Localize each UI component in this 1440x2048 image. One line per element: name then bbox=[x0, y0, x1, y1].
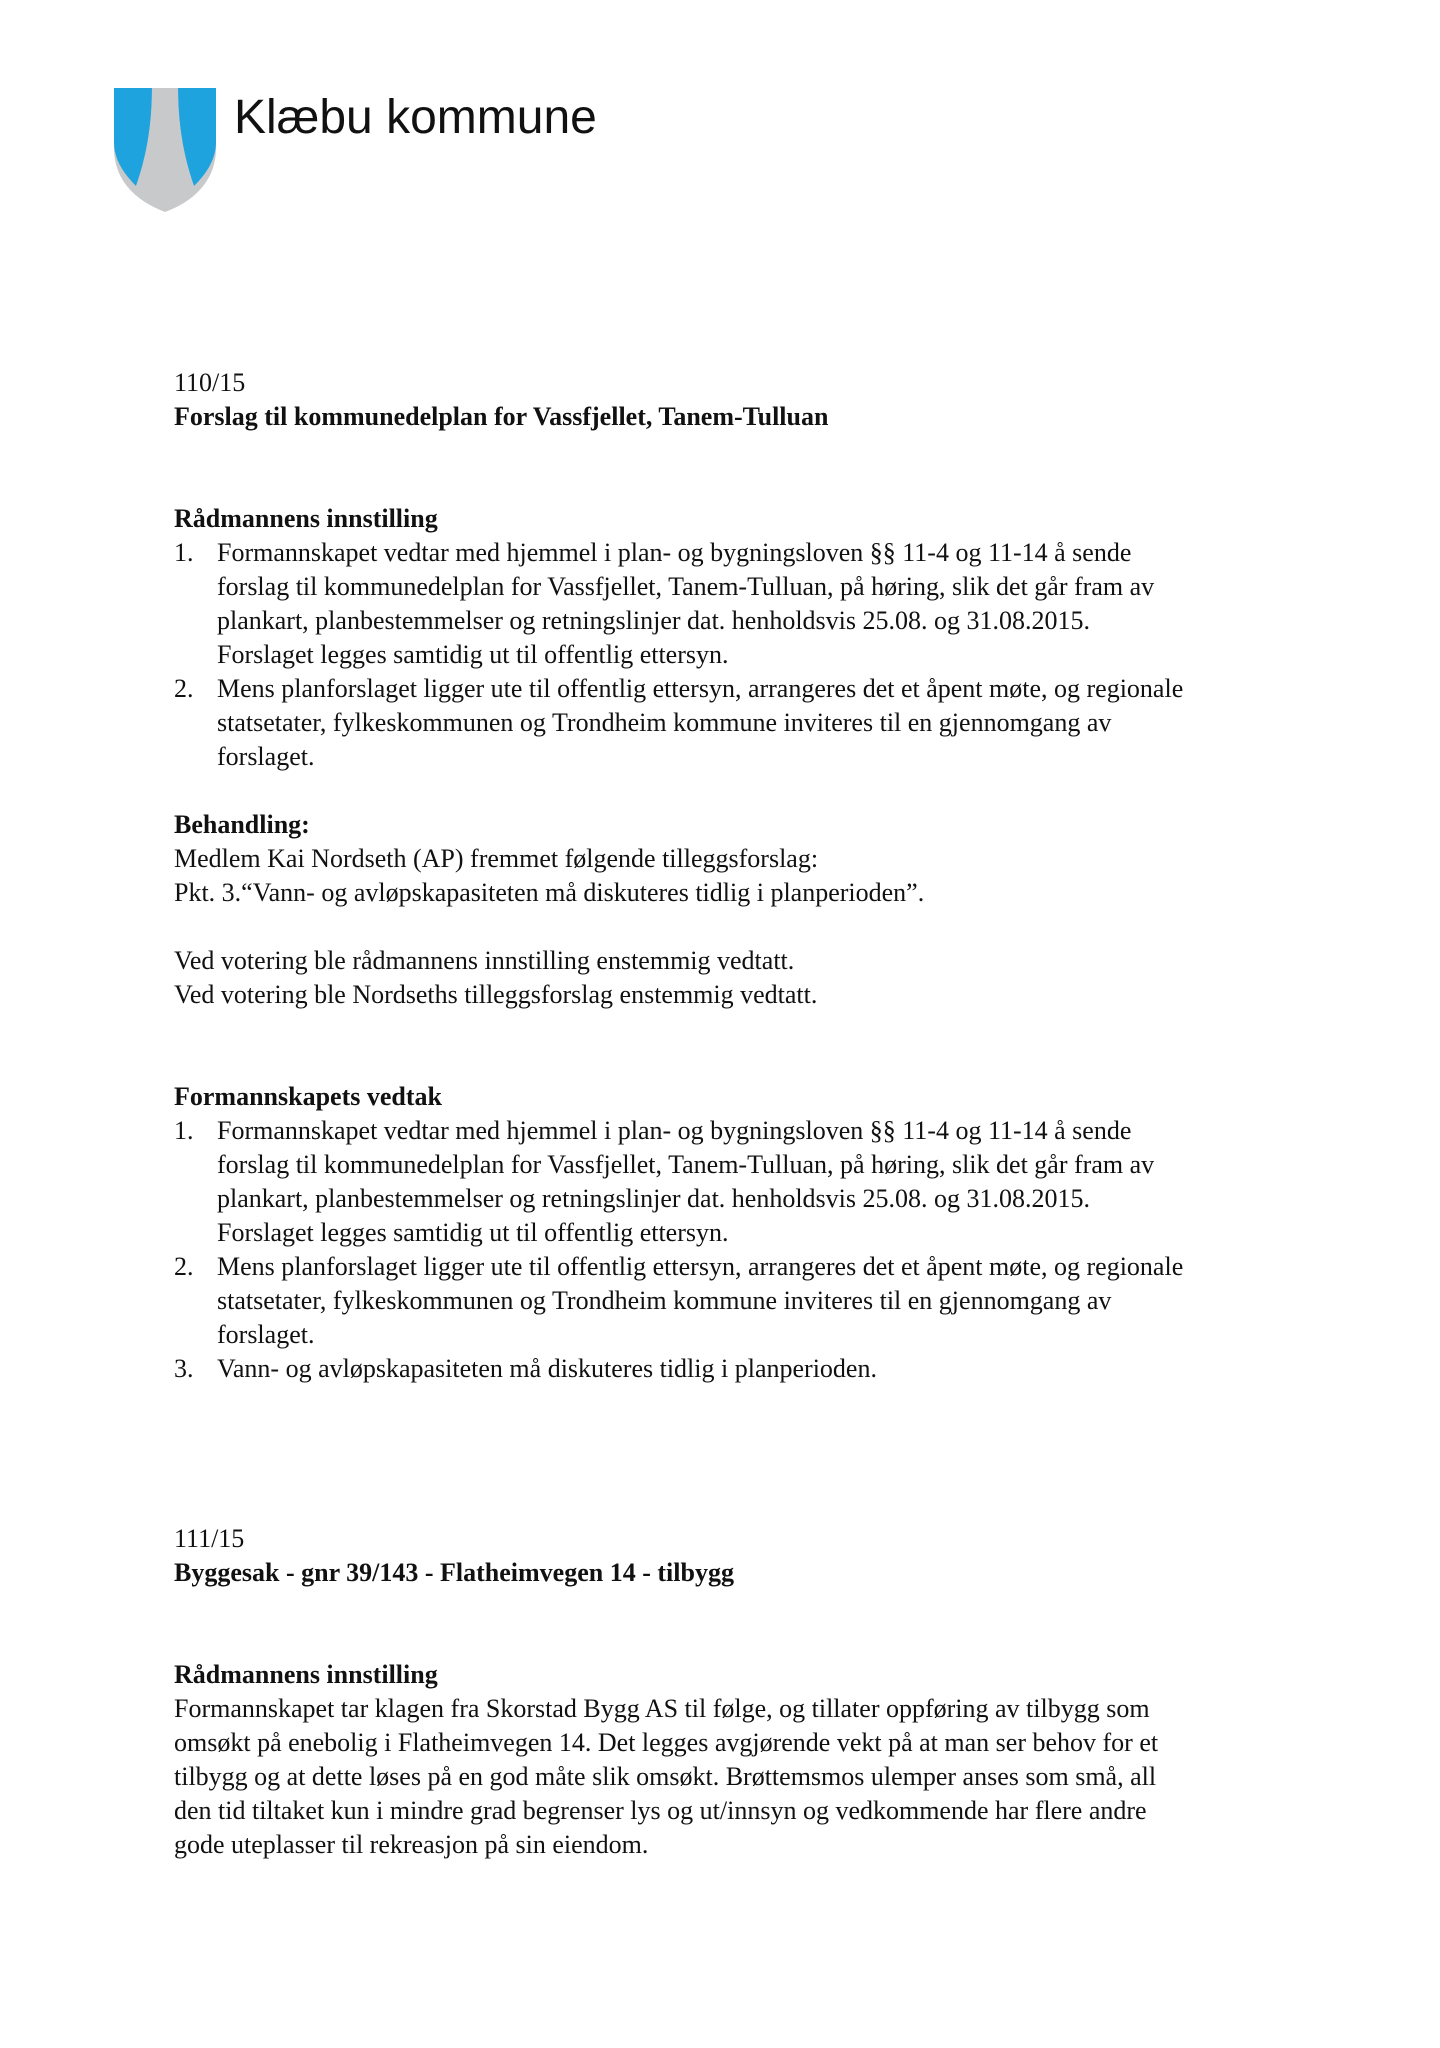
recommendation-line: gode uteplasser til rekreasjon på sin eiendom. bbox=[174, 1830, 649, 1859]
case-title: Forslag til kommunedelplan for Vassfjellet, Tanem-Tulluan bbox=[174, 402, 829, 431]
document-body bbox=[174, 366, 1294, 1862]
list-item bbox=[174, 1250, 1294, 1352]
list-item-line: statsetater, fylkeskommunen og Trondheim kommune inviteres til en gjennomgang av bbox=[217, 1286, 1112, 1315]
case-title: Byggesak - gnr 39/143 - Flatheimvegen 14 - tilbygg bbox=[174, 1558, 734, 1587]
list-item-number: 2. bbox=[174, 1252, 194, 1281]
section-heading-decision: Formannskapets vedtak bbox=[174, 1082, 442, 1111]
case-number: 111/15 bbox=[174, 1524, 245, 1553]
municipality-name: Klæbu kommune bbox=[234, 91, 597, 144]
list-item-line: plankart, planbestemmelser og retningslinjer dat. henholdsvis 25.08. og 31.08.2015. bbox=[217, 606, 1091, 635]
list-item-line: statsetater, fylkeskommunen og Trondheim kommune inviteres til en gjennomgang av bbox=[217, 708, 1112, 737]
list-item-line: forslag til kommunedelplan for Vassfjellet, Tanem-Tulluan, på høring, slik det går fram av bbox=[217, 572, 1155, 601]
decision-list bbox=[174, 1114, 1294, 1386]
municipal-crest-icon bbox=[112, 86, 218, 214]
vote-line: Ved votering ble rådmannens innstilling enstemmig vedtatt. bbox=[174, 946, 795, 975]
section-heading-treatment: Behandling: bbox=[174, 810, 310, 839]
list-item-number: 1. bbox=[174, 538, 194, 567]
list-item-line: Forslaget legges samtidig ut til offentlig ettersyn. bbox=[217, 640, 729, 669]
list-item-line: Formannskapet vedtar med hjemmel i plan- og bygningsloven §§ 11-4 og 11-14 å sende bbox=[217, 1116, 1132, 1145]
list-item-line: forslaget. bbox=[217, 1320, 315, 1349]
list-item-line: forslaget. bbox=[217, 742, 315, 771]
list-item-line: plankart, planbestemmelser og retningslinjer dat. henholdsvis 25.08. og 31.08.2015. bbox=[217, 1184, 1091, 1213]
recommendation-list bbox=[174, 536, 1294, 774]
treatment-line: Medlem Kai Nordseth (AP) fremmet følgende tilleggsforslag: bbox=[174, 844, 819, 873]
list-item bbox=[174, 536, 1294, 672]
list-item-number: 1. bbox=[174, 1116, 194, 1145]
list-item-line: Forslaget legges samtidig ut til offentlig ettersyn. bbox=[217, 1218, 729, 1247]
list-item bbox=[174, 1352, 1294, 1386]
list-item bbox=[174, 1114, 1294, 1250]
list-item-line: Formannskapet vedtar med hjemmel i plan- og bygningsloven §§ 11-4 og 11-14 å sende bbox=[217, 538, 1132, 567]
recommendation-line: den tid tiltaket kun i mindre grad begrenser lys og ut/innsyn og vedkommende har flere andre bbox=[174, 1796, 1147, 1825]
list-item-number: 2. bbox=[174, 674, 194, 703]
list-item-line: Vann- og avløpskapasiteten må diskuteres tidlig i planperioden. bbox=[217, 1354, 877, 1383]
section-heading-recommendation: Rådmannens innstilling bbox=[174, 504, 438, 533]
section-heading-recommendation: Rådmannens innstilling bbox=[174, 1660, 438, 1689]
list-item-line: forslag til kommunedelplan for Vassfjellet, Tanem-Tulluan, på høring, slik det går fram av bbox=[217, 1150, 1155, 1179]
list-item-line: Mens planforslaget ligger ute til offentlig ettersyn, arrangeres det et åpent møte, og regionale bbox=[217, 1252, 1184, 1281]
list-item-number: 3. bbox=[174, 1354, 194, 1383]
recommendation-line: omsøkt på enebolig i Flatheimvegen 14. Det legges avgjørende vekt på at man ser behov for et bbox=[174, 1728, 1159, 1757]
recommendation-line: Formannskapet tar klagen fra Skorstad Bygg AS til følge, og tillater oppføring av tilbygg som bbox=[174, 1694, 1150, 1723]
vote-line: Ved votering ble Nordseths tilleggsforslag enstemmig vedtatt. bbox=[174, 980, 818, 1009]
list-item bbox=[174, 672, 1294, 774]
recommendation-line: tilbygg og at dette løses på en god måte slik omsøkt. Brøttemsmos ulemper anses som små, all bbox=[174, 1762, 1157, 1791]
treatment-line: Pkt. 3.“Vann- og avløpskapasiteten må diskuteres tidlig i planperioden”. bbox=[174, 878, 925, 907]
case-number: 110/15 bbox=[174, 368, 246, 397]
list-item-line: Mens planforslaget ligger ute til offentlig ettersyn, arrangeres det et åpent møte, og regionale bbox=[217, 674, 1184, 703]
letterhead bbox=[112, 86, 812, 216]
